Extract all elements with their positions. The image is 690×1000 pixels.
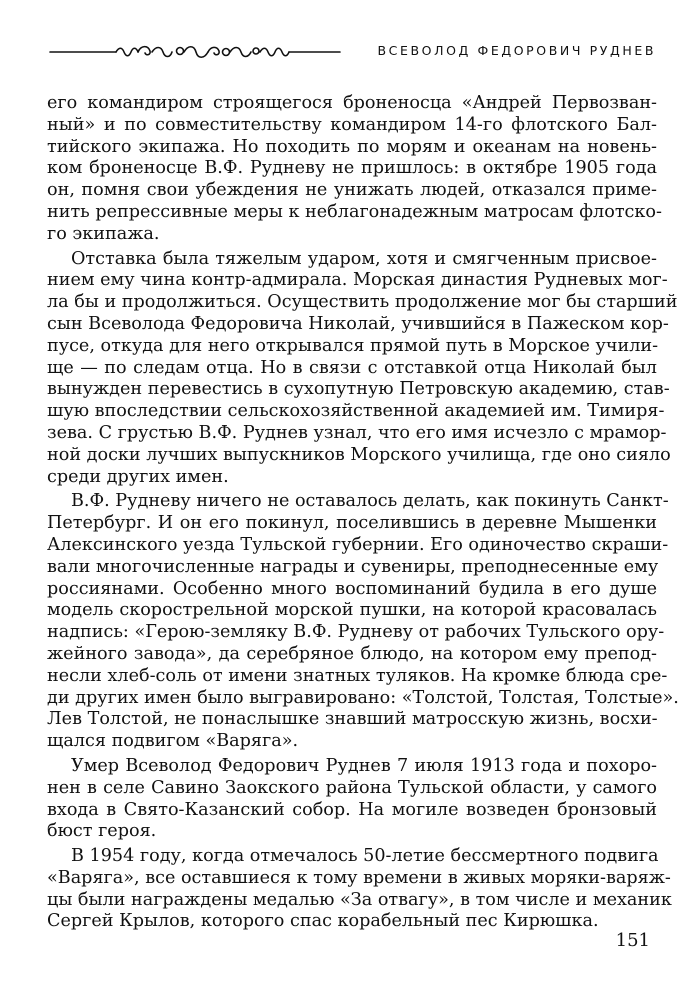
text-line: его командиром строящегося броненосца «Андрей Первозван- xyxy=(47,93,657,113)
text-line: нен в селе Савино Заокского района Тульской области, у самого xyxy=(47,777,657,798)
body-text xyxy=(47,93,679,933)
text-line: надпись: «Герою-земляку В.Ф. Рудневу от рабочих Тульского ору- xyxy=(47,622,665,643)
text-line: Петербург. И он его покинул, поселившись в деревне Мышенки xyxy=(47,513,657,534)
text-line: В.Ф. Рудневу ничего не оставалось делать, как покинуть Санкт- xyxy=(71,491,669,512)
paragraph xyxy=(47,491,679,753)
text-line: тийского экипажа. Но походить по морям и океанам на новень- xyxy=(47,136,657,157)
text-line: вынужден перевестись в сухопутную Петровскую академию, став- xyxy=(47,379,670,400)
text-line: ла бы и продолжиться. Осуществить продолжение мог бы старший xyxy=(47,292,678,313)
text-line: цы были награждены медалью «За отвагу», в том числе и механик xyxy=(47,889,672,910)
text-line: он, помня свои убеждения не унижать людей, отказался приме- xyxy=(47,180,657,201)
text-line: сын Всеволода Федоровича Николай, учившийся в Пажеском кор- xyxy=(47,313,669,334)
text-line: зева. С грустью В.Ф. Руднев узнал, что его имя исчезло с мрамор- xyxy=(47,422,667,443)
text-line: ди других имен было выгравировано: «Толстой, Толстая, Толстые». xyxy=(47,687,679,708)
text-line: Умер Всеволод Федорович Руднев 7 июля 1913 года и похоро- xyxy=(71,755,657,776)
text-line: жейного завода», да серебряное блюдо, на котором ему препод- xyxy=(47,643,657,664)
text-line: ной доски лучших выпускников Морского училища, где оно сияло xyxy=(47,444,671,465)
paragraph xyxy=(47,756,657,843)
text-line: входа в Свято-Казанский собор. На могиле возведен бронзовый xyxy=(47,799,657,820)
page-number: 151 xyxy=(615,930,650,951)
paragraph xyxy=(47,846,672,933)
text-line: модель скорострельной морской пушки, на которой красовалась xyxy=(47,600,657,621)
text-line: «Варяга», все оставшиеся к тому времени в живых моряки-варяж- xyxy=(47,867,671,888)
text-line: пусе, откуда для него открывался прямой путь в Морское учили- xyxy=(47,335,659,356)
text-line: В 1954 году, когда отмечалось 50-летие бессмертного подвига xyxy=(71,846,659,867)
text-line: россиянами. Особенно много воспоминаний будила в его душе xyxy=(47,578,657,599)
paragraph xyxy=(47,93,662,246)
text-line: среди других имен. xyxy=(47,466,229,487)
text-line: шую впоследствии сельскохозяйственной академией им. Тимиря- xyxy=(47,401,665,422)
text-line: щался подвигом «Варяга». xyxy=(47,731,299,752)
text-line: нием ему чина контр-адмирала. Морская династия Рудневых мог- xyxy=(47,270,668,291)
text-line: бюст героя. xyxy=(47,821,157,842)
text-line: вали многочисленные награды и сувениры, преподнесенные ему xyxy=(47,556,659,577)
text-line: несли хлеб-соль от имени знатных туляков. На кромке блюда сре- xyxy=(47,665,668,686)
text-line: Сергей Крылов, которого спас корабельный пес Кирюшка. xyxy=(47,911,599,932)
text-line: ный» и по совместительству командиром 14-го флотского Бал- xyxy=(47,114,657,135)
text-line: ком броненосце В.Ф. Рудневу не пришлось: в октябре 1905 года xyxy=(47,158,657,179)
running-head-title: ВСЕВОЛОД ФЕДОРОВИЧ РУДНЕВ xyxy=(377,43,656,58)
text-line: нить репрессивные меры к неблагонадежным матросам флотско- xyxy=(47,201,662,222)
scroll-ornament-icon xyxy=(48,40,348,64)
text-line: го экипажа. xyxy=(47,223,160,244)
text-line: Отставка была тяжелым ударом, хотя и смягченным присвое- xyxy=(71,248,657,269)
text-line: Лев Толстой, не понаслышке знавший матросскую жизнь, восхи- xyxy=(47,709,658,730)
text-line: ще — по следам отца. Но в связи с отставкой отца Николай был xyxy=(47,357,657,378)
paragraph xyxy=(47,248,678,489)
text-line: Алексинского уезда Тульской губернии. Его одиночество скраши- xyxy=(47,534,669,555)
running-head xyxy=(48,40,656,64)
